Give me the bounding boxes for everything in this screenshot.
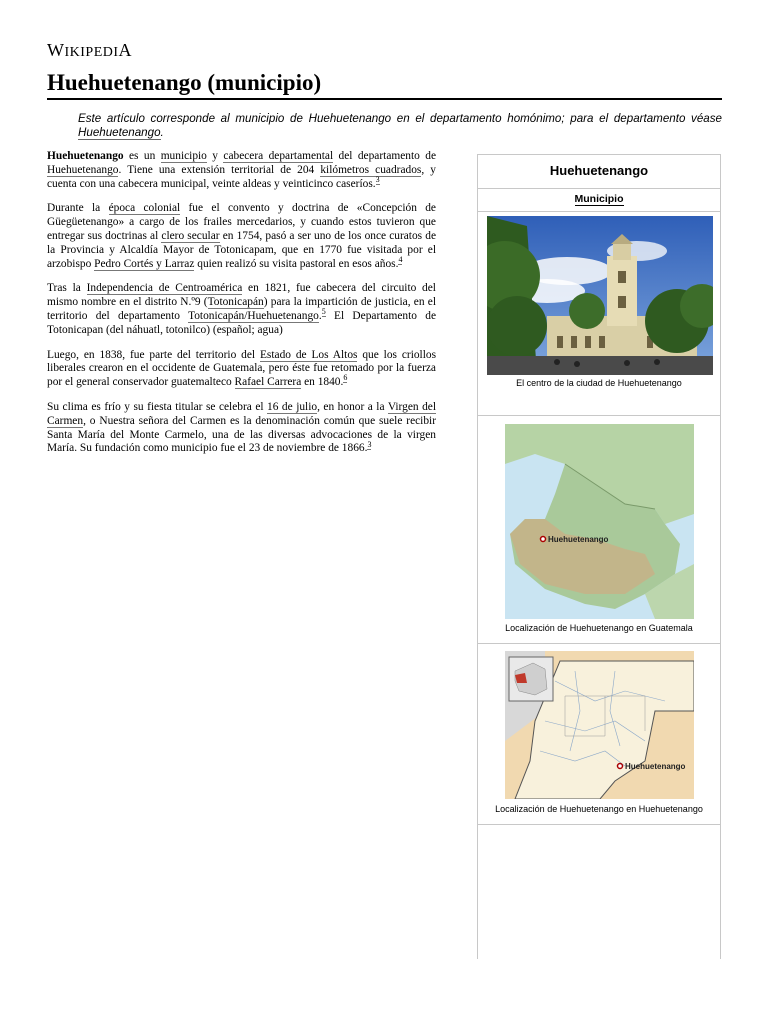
- reference-3[interactable]: [376, 175, 380, 185]
- reference-3[interactable]: [367, 440, 371, 450]
- paragraph-3: [47, 282, 436, 337]
- link-clero-secular[interactable]: clero secular: [161, 229, 220, 242]
- paragraph-4: [47, 349, 436, 390]
- text: , y cuenta con una cabecera municipal, veinte aldeas y veinticinco caseríos.: [47, 163, 437, 190]
- page-title: Huehuetenango (municipio): [47, 70, 722, 100]
- city-photo-graphic: [487, 216, 713, 375]
- reference-link[interactable]: 6: [343, 373, 348, 383]
- logo-middle-letters: IKIPEDI: [64, 45, 119, 60]
- photo-cell: [478, 212, 720, 416]
- photo-caption: El centro de la ciudad de Huehuetenango: [516, 378, 682, 388]
- infobox-subtitle-link[interactable]: Municipio: [574, 193, 624, 205]
- municipio-location-map[interactable]: [505, 651, 694, 799]
- reference-6[interactable]: [343, 373, 347, 383]
- link-cabecera[interactable]: cabecera departamental: [223, 150, 334, 162]
- infobox-title: Huehuetenango: [478, 155, 720, 189]
- reference-link[interactable]: 3: [367, 439, 372, 449]
- text: es un: [123, 150, 161, 162]
- link-totonicapan[interactable]: Totonicapán: [207, 296, 264, 309]
- link-rafael-carrera[interactable]: Rafael Carrera: [234, 376, 302, 389]
- text: quien realizó su visita pastoral en esos años.: [194, 257, 399, 270]
- link-huehuetenango[interactable]: Huehuetenango: [47, 163, 119, 176]
- map1-marker-label: Huehuetenango: [548, 535, 609, 544]
- guatemala-location-map[interactable]: [505, 424, 694, 619]
- link-km2[interactable]: kilómetros cuadrados: [320, 163, 422, 176]
- map-municipio-cell: [478, 644, 720, 825]
- map2-caption: Localización de Huehuetenango en Huehuetenango: [495, 804, 703, 814]
- reference-4[interactable]: [398, 255, 402, 265]
- map-guatemala-cell: [478, 416, 720, 644]
- infobox: [477, 154, 721, 959]
- text: del departamento de: [333, 150, 436, 162]
- guatemala-map-graphic: [505, 424, 694, 619]
- link-municipio[interactable]: municipio: [160, 150, 207, 162]
- paragraph-2: [47, 202, 436, 271]
- bold-term: Huehuetenango: [47, 150, 124, 162]
- hatnote-end: .: [160, 126, 164, 139]
- text: .: [318, 309, 322, 322]
- logo-first-letter: W: [47, 40, 65, 60]
- text: El Departamento de Totonicapan (del náhuatl, totonilco) (español; agua): [47, 309, 436, 336]
- text: Luego, en 1838, fue parte del territorio del: [47, 348, 260, 361]
- text: , o Nuestra señora del Carmen es la denominación común que suele recibir Santa María del Monte Carmelo, una de las diversas advocaciones de la virgen María. Su fundación como municipio fue el 23 de noviembre de 1866.: [47, 414, 436, 455]
- reference-link[interactable]: 4: [398, 254, 403, 264]
- text: Durante la: [47, 202, 109, 215]
- wikipedia-logo[interactable]: [47, 40, 132, 61]
- municipio-map-graphic: [505, 651, 694, 799]
- link-epoca-colonial[interactable]: época colonial: [108, 202, 181, 215]
- infobox-subtitle[interactable]: [478, 189, 720, 212]
- text: fue el convento y doctrina de «Concepción de Güegüetenango» a cargo de los frailes mercedarios, y cuando estos tuvieron que entregar sus doctrinas al: [47, 202, 436, 242]
- article-body: [47, 150, 436, 467]
- text: que los criollos liberales crearon en el occidente de Guatemala, pero éste fue retomado por la fuerza por el general conservador guatemalteco: [47, 348, 437, 389]
- city-center-photo[interactable]: [487, 216, 713, 375]
- text: y: [206, 150, 224, 162]
- hatnote: [78, 112, 722, 140]
- link-16-julio[interactable]: 16 de julio: [267, 400, 318, 413]
- text: ) para la impartición de justicia, en el territorio del departamento: [47, 296, 437, 322]
- map1-caption: Localización de Huehuetenango en Guatemala: [505, 623, 693, 633]
- paragraph-1: [47, 150, 436, 191]
- hatnote-link[interactable]: Huehuetenango: [78, 126, 161, 139]
- text: . Tiene una extensión territorial de 204: [118, 163, 321, 176]
- link-cortes-larraz[interactable]: Pedro Cortés y Larraz: [94, 257, 195, 270]
- text: en 1840.: [301, 376, 344, 389]
- text: , en honor a la: [317, 400, 388, 413]
- link-independencia[interactable]: Independencia de Centroamérica: [86, 282, 243, 295]
- text: en 1821, fue cabecera del circuito del mismo nombre en el distrito N.º9 (: [47, 282, 436, 309]
- hatnote-text: Este artículo corresponde al municipio de Huehuetenango en el departamento homónimo; para el departamento véase: [78, 112, 722, 125]
- reference-link[interactable]: 5: [321, 307, 326, 317]
- link-estado-los-altos[interactable]: Estado de Los Altos: [259, 348, 358, 361]
- link-totonicapan-huehuetenango[interactable]: Totonicapán/Huehuetenango: [188, 309, 319, 322]
- link-virgen-carmen[interactable]: Virgen del Carmen: [47, 400, 436, 427]
- paragraph-5: [47, 401, 436, 456]
- map2-marker-label: Huehuetenango: [625, 762, 686, 771]
- text: Tras la: [47, 282, 87, 295]
- text: Su clima es frío y su fiesta titular se celebra el: [47, 400, 268, 413]
- reference-link[interactable]: 3: [375, 174, 380, 184]
- text: en 1754, pasó a ser uno de los once curatos de la Provincia y Alcaldía Mayor de Totonicapam, que en 1770 fue visitada por el arzobispo: [47, 229, 436, 270]
- logo-last-letter: A: [118, 40, 133, 60]
